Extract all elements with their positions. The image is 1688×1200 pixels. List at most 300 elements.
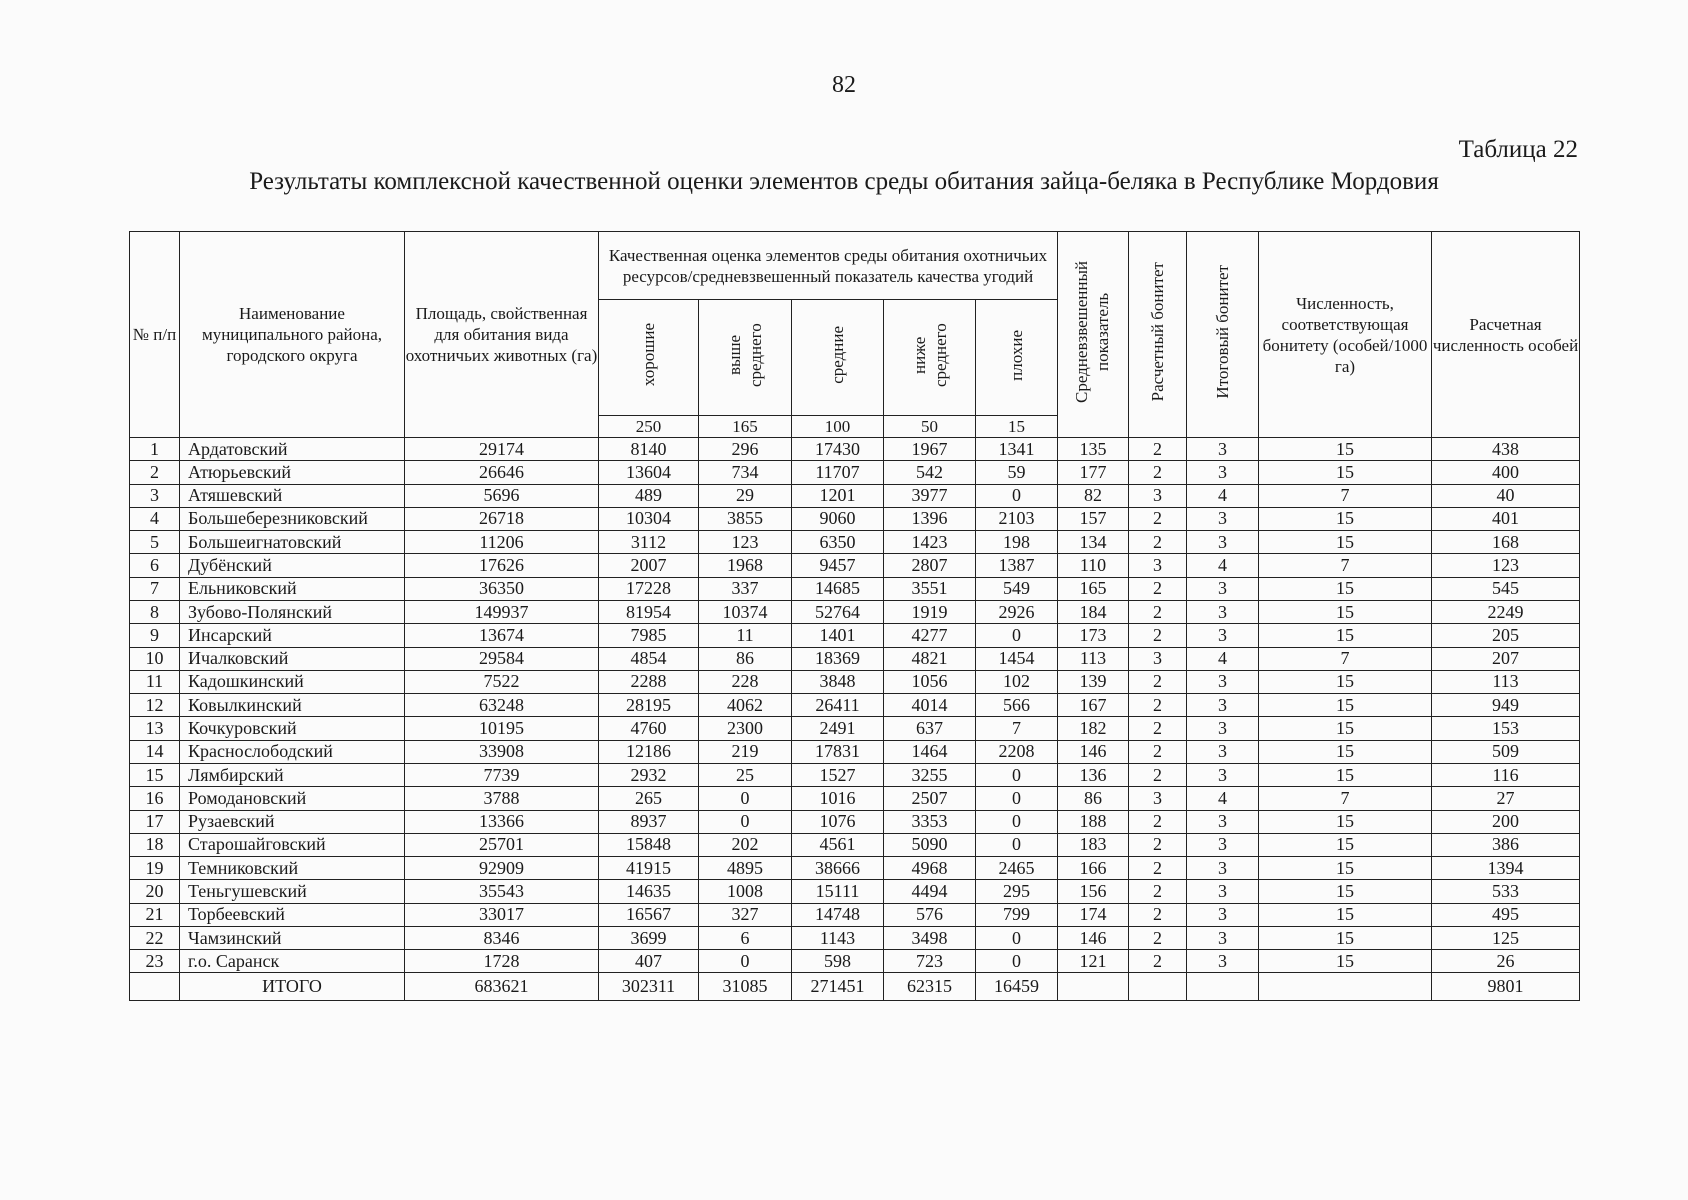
table-body [130, 438, 1580, 1001]
table-cell: 2807 [884, 554, 976, 577]
table-cell: 799 [976, 903, 1058, 926]
table-cell: 0 [976, 787, 1058, 810]
table-cell: 33017 [405, 903, 599, 926]
table-cell: 327 [699, 903, 792, 926]
table-row [130, 554, 1580, 577]
table-cell: 1728 [405, 950, 599, 973]
table-cell: Лямбирский [180, 763, 405, 786]
table-cell: 7985 [599, 624, 699, 647]
table-cell: 10304 [599, 507, 699, 530]
total-row [130, 973, 1580, 1001]
header-average: средние [792, 300, 884, 416]
table-cell: 1396 [884, 507, 976, 530]
total-cell: 9801 [1432, 973, 1580, 1001]
table-cell: 121 [1058, 950, 1129, 973]
header-district: Наименование муниципального района, городского округа [180, 232, 405, 438]
table-cell: 2288 [599, 670, 699, 693]
table-cell: 438 [1432, 438, 1580, 461]
table-cell: Теньгушевский [180, 880, 405, 903]
table-cell: 202 [699, 833, 792, 856]
table-cell: 3 [1129, 554, 1187, 577]
table-cell: 3 [1129, 787, 1187, 810]
table-cell: 10 [130, 647, 180, 670]
table-cell: 949 [1432, 694, 1580, 717]
table-cell: 2 [130, 461, 180, 484]
table-cell: 205 [1432, 624, 1580, 647]
table-cell: Старошайговский [180, 833, 405, 856]
table-row [130, 670, 1580, 693]
table-cell: 8140 [599, 438, 699, 461]
weight-average: 100 [792, 416, 884, 438]
weight-below-avg: 50 [884, 416, 976, 438]
table-cell: 4062 [699, 694, 792, 717]
table-cell: 15 [1259, 880, 1432, 903]
table-cell: 146 [1058, 740, 1129, 763]
table-cell: 2249 [1432, 600, 1580, 623]
table-cell: 400 [1432, 461, 1580, 484]
table-cell: 495 [1432, 903, 1580, 926]
habitat-assessment-table [129, 231, 1580, 1001]
table-cell: 3551 [884, 577, 976, 600]
table-cell: 3 [1187, 740, 1259, 763]
table-row [130, 926, 1580, 949]
table-row [130, 694, 1580, 717]
total-cell [1187, 973, 1259, 1001]
weight-good: 250 [599, 416, 699, 438]
table-cell: 7 [1259, 554, 1432, 577]
table-row [130, 787, 1580, 810]
table-cell: 20 [130, 880, 180, 903]
table-cell: 165 [1058, 577, 1129, 600]
table-cell: 25 [699, 763, 792, 786]
table-cell: 16 [130, 787, 180, 810]
table-cell: 2 [1129, 833, 1187, 856]
header-good: хорошие [599, 300, 699, 416]
table-cell: 146 [1058, 926, 1129, 949]
total-cell [1058, 973, 1129, 1001]
table-cell: 1464 [884, 740, 976, 763]
table-cell: 489 [599, 484, 699, 507]
table-cell: 14 [130, 740, 180, 763]
table-cell: 3 [1187, 507, 1259, 530]
table-cell: 0 [976, 926, 1058, 949]
table-cell: 2 [1129, 763, 1187, 786]
table-cell: 15 [1259, 577, 1432, 600]
table-cell: 11 [130, 670, 180, 693]
total-cell [1129, 973, 1187, 1001]
table-cell: 10374 [699, 600, 792, 623]
table-cell: 0 [699, 787, 792, 810]
table-cell: 13604 [599, 461, 699, 484]
table-cell: 41915 [599, 857, 699, 880]
table-row [130, 461, 1580, 484]
table-cell: 3 [1187, 763, 1259, 786]
table-row [130, 740, 1580, 763]
table-cell: 198 [976, 531, 1058, 554]
table-cell: 6350 [792, 531, 884, 554]
total-cell: 62315 [884, 973, 976, 1001]
table-row [130, 438, 1580, 461]
table-cell: 3 [130, 484, 180, 507]
table-cell: 1056 [884, 670, 976, 693]
table-cell: Ромодановский [180, 787, 405, 810]
table-cell: 11 [699, 624, 792, 647]
table-cell: 15 [1259, 438, 1432, 461]
table-cell: 2 [1129, 461, 1187, 484]
table-cell: Зубово-Полянский [180, 600, 405, 623]
table-cell: 63248 [405, 694, 599, 717]
table-cell: 2300 [699, 717, 792, 740]
table-cell: 15 [1259, 461, 1432, 484]
header-above-avg: выше среднего [699, 300, 792, 416]
table-cell: Инсарский [180, 624, 405, 647]
table-cell: 26 [1432, 950, 1580, 973]
table-cell: Атяшевский [180, 484, 405, 507]
table-cell: 4494 [884, 880, 976, 903]
table-cell: 18369 [792, 647, 884, 670]
table-cell: 2 [1129, 600, 1187, 623]
table-cell: 407 [599, 950, 699, 973]
weight-poor: 15 [976, 416, 1058, 438]
table-cell: 113 [1432, 670, 1580, 693]
header-calc-number: Расчетная численность особей [1432, 232, 1580, 438]
table-cell: 14748 [792, 903, 884, 926]
weight-above-avg: 165 [699, 416, 792, 438]
table-cell: 21 [130, 903, 180, 926]
table-cell: 59 [976, 461, 1058, 484]
table-cell: 2 [1129, 577, 1187, 600]
table-cell: Ичалковский [180, 647, 405, 670]
total-cell [130, 973, 180, 1001]
table-cell: 156 [1058, 880, 1129, 903]
table-cell: 3788 [405, 787, 599, 810]
header-below-avg: ниже среднего [884, 300, 976, 416]
table-cell: 1527 [792, 763, 884, 786]
table-cell: 4895 [699, 857, 792, 880]
table-cell: 2 [1129, 717, 1187, 740]
table-cell: 3112 [599, 531, 699, 554]
table-cell: 2932 [599, 763, 699, 786]
table-cell: 2 [1129, 670, 1187, 693]
table-cell: 337 [699, 577, 792, 600]
header-area: Площадь, свойственная для обитания вида охотничьих животных (га) [405, 232, 599, 438]
table-cell: 1423 [884, 531, 976, 554]
table-cell: 15 [1259, 810, 1432, 833]
table-cell: 22 [130, 926, 180, 949]
table-cell: 28195 [599, 694, 699, 717]
table-cell: 9 [130, 624, 180, 647]
table-cell: 27 [1432, 787, 1580, 810]
table-cell: 2 [1129, 531, 1187, 554]
table-cell: 2 [1129, 740, 1187, 763]
table-row [130, 531, 1580, 554]
table-cell: 29174 [405, 438, 599, 461]
table-cell: 15 [1259, 903, 1432, 926]
table-cell: Атюрьевский [180, 461, 405, 484]
table-cell: 15 [1259, 740, 1432, 763]
table-cell: 15 [1259, 531, 1432, 554]
table-cell: 10195 [405, 717, 599, 740]
table-cell: 123 [1432, 554, 1580, 577]
table-cell: 1143 [792, 926, 884, 949]
table-cell: 3 [1187, 461, 1259, 484]
table-cell: 2103 [976, 507, 1058, 530]
table-cell: 0 [976, 484, 1058, 507]
table-cell: 17626 [405, 554, 599, 577]
table-cell: 23 [130, 950, 180, 973]
table-cell: 116 [1432, 763, 1580, 786]
table-cell: г.о. Саранск [180, 950, 405, 973]
table-cell: 3 [1187, 810, 1259, 833]
table-cell: 4821 [884, 647, 976, 670]
total-cell: 31085 [699, 973, 792, 1001]
table-cell: 29 [699, 484, 792, 507]
table-cell: 17 [130, 810, 180, 833]
table-cell: 15 [1259, 763, 1432, 786]
table-cell: 2 [1129, 950, 1187, 973]
table-cell: 265 [599, 787, 699, 810]
table-cell: 139 [1058, 670, 1129, 693]
table-cell: Торбеевский [180, 903, 405, 926]
table-cell: 4277 [884, 624, 976, 647]
table-cell: 16567 [599, 903, 699, 926]
table-cell: 7 [1259, 787, 1432, 810]
table-cell: 5 [130, 531, 180, 554]
table-cell: 207 [1432, 647, 1580, 670]
table-cell: 11707 [792, 461, 884, 484]
table-cell: Кочкуровский [180, 717, 405, 740]
table-cell: 1201 [792, 484, 884, 507]
table-cell: 7 [1259, 484, 1432, 507]
table-cell: Темниковский [180, 857, 405, 880]
table-cell: Большеигнатовский [180, 531, 405, 554]
table-cell: 33908 [405, 740, 599, 763]
table-cell: 18 [130, 833, 180, 856]
table-cell: 0 [699, 810, 792, 833]
table-cell: 296 [699, 438, 792, 461]
table-cell: 5696 [405, 484, 599, 507]
table-cell: 4760 [599, 717, 699, 740]
table-cell: 5090 [884, 833, 976, 856]
table-cell: 1454 [976, 647, 1058, 670]
table-cell: 2507 [884, 787, 976, 810]
table-cell: 200 [1432, 810, 1580, 833]
table-cell: 6 [130, 554, 180, 577]
table-cell: 26718 [405, 507, 599, 530]
table-cell: 135 [1058, 438, 1129, 461]
table-cell: 637 [884, 717, 976, 740]
header-density: Численность, соответствующая бонитету (особей/1000 га) [1259, 232, 1432, 438]
table-cell: Краснослободский [180, 740, 405, 763]
table-cell: 386 [1432, 833, 1580, 856]
table-title: Результаты комплексной качественной оценки элементов среды обитания зайца-беляка в Республике Мордовия [249, 168, 1439, 195]
table-cell: 7739 [405, 763, 599, 786]
table-cell: 3 [1187, 600, 1259, 623]
table-cell: 35543 [405, 880, 599, 903]
table-cell: 509 [1432, 740, 1580, 763]
table-cell: 3255 [884, 763, 976, 786]
table-cell: 219 [699, 740, 792, 763]
table-cell: 153 [1432, 717, 1580, 740]
table-row [130, 950, 1580, 973]
table-row [130, 647, 1580, 670]
table-cell: 36350 [405, 577, 599, 600]
table-cell: 15 [1259, 926, 1432, 949]
table-cell: 86 [1058, 787, 1129, 810]
table-cell: 295 [976, 880, 1058, 903]
table-cell: 15 [1259, 600, 1432, 623]
header-final-bonitet: Итоговый бонитет [1187, 232, 1259, 438]
table-cell: 3 [1187, 950, 1259, 973]
table-cell: 86 [699, 647, 792, 670]
table-cell: 4561 [792, 833, 884, 856]
table-cell: 4014 [884, 694, 976, 717]
table-cell: 13366 [405, 810, 599, 833]
table-cell: 2 [1129, 438, 1187, 461]
table-cell: 110 [1058, 554, 1129, 577]
table-cell: 3 [1187, 880, 1259, 903]
table-cell: 545 [1432, 577, 1580, 600]
header-num: № п/п [130, 232, 180, 438]
table-cell: 188 [1058, 810, 1129, 833]
table-cell: 183 [1058, 833, 1129, 856]
table-cell: 15 [130, 763, 180, 786]
table-cell: 576 [884, 903, 976, 926]
table-cell: 7 [1259, 647, 1432, 670]
header-weighted: Средневзвешенный показатель [1058, 232, 1129, 438]
table-cell: 14685 [792, 577, 884, 600]
table-cell: 1076 [792, 810, 884, 833]
table-row [130, 763, 1580, 786]
table-cell: 3498 [884, 926, 976, 949]
table-cell: 7 [976, 717, 1058, 740]
table-row [130, 717, 1580, 740]
table-cell: 4 [1187, 787, 1259, 810]
table-cell: 723 [884, 950, 976, 973]
table-cell: Ардатовский [180, 438, 405, 461]
table-cell: 4968 [884, 857, 976, 880]
table-cell: 123 [699, 531, 792, 554]
table-cell: 2 [1129, 857, 1187, 880]
table-cell: 3 [1187, 438, 1259, 461]
table-cell: 15 [1259, 507, 1432, 530]
table-cell: 2 [1129, 810, 1187, 833]
table-cell: 566 [976, 694, 1058, 717]
table-cell: 2465 [976, 857, 1058, 880]
table-cell: 4 [1187, 484, 1259, 507]
table-cell: 3855 [699, 507, 792, 530]
table-cell: 167 [1058, 694, 1129, 717]
table-cell: 3 [1187, 577, 1259, 600]
table-row [130, 484, 1580, 507]
table-cell: Ельниковский [180, 577, 405, 600]
table-cell: 8346 [405, 926, 599, 949]
table-cell: 3699 [599, 926, 699, 949]
table-cell: 15 [1259, 624, 1432, 647]
table-cell: 3 [1187, 670, 1259, 693]
table-cell: 4 [130, 507, 180, 530]
table-cell: 2 [1129, 926, 1187, 949]
table-cell: 2926 [976, 600, 1058, 623]
table-cell: 1008 [699, 880, 792, 903]
table-cell: 15 [1259, 717, 1432, 740]
table-cell: 1968 [699, 554, 792, 577]
table-cell: 125 [1432, 926, 1580, 949]
table-cell: 15 [1259, 833, 1432, 856]
table-cell: 3 [1187, 857, 1259, 880]
header-quality-group: Качественная оценка элементов среды обитания охотничьих ресурсов/средневзвешенный показатель качества угодий [599, 232, 1058, 300]
table-cell: 4 [1187, 554, 1259, 577]
table-cell: 3 [1129, 484, 1187, 507]
table-cell: 0 [976, 763, 1058, 786]
table-cell: 0 [976, 950, 1058, 973]
table-cell: 13 [130, 717, 180, 740]
table-cell: 2491 [792, 717, 884, 740]
table-cell: 52764 [792, 600, 884, 623]
table-cell: 14635 [599, 880, 699, 903]
table-cell: 11206 [405, 531, 599, 554]
table-cell: 136 [1058, 763, 1129, 786]
table-cell: 1394 [1432, 857, 1580, 880]
table-row [130, 507, 1580, 530]
total-cell: 16459 [976, 973, 1058, 1001]
table-cell: 12186 [599, 740, 699, 763]
table-row [130, 880, 1580, 903]
table-cell: Кадошкинский [180, 670, 405, 693]
header-calc-bonitet: Расчетный бонитет [1129, 232, 1187, 438]
table-cell: 184 [1058, 600, 1129, 623]
table-cell: 2 [1129, 880, 1187, 903]
total-cell: ИТОГО [180, 973, 405, 1001]
table-cell: 38666 [792, 857, 884, 880]
table-cell: 15 [1259, 857, 1432, 880]
table-cell: 8937 [599, 810, 699, 833]
table-cell: 228 [699, 670, 792, 693]
table-cell: 4854 [599, 647, 699, 670]
table-cell: 1387 [976, 554, 1058, 577]
table-row [130, 903, 1580, 926]
table-cell: 29584 [405, 647, 599, 670]
table-cell: 2 [1129, 694, 1187, 717]
table-cell: 25701 [405, 833, 599, 856]
table-cell: 3 [1187, 903, 1259, 926]
table-cell: 2 [1129, 507, 1187, 530]
header-poor: плохие [976, 300, 1058, 416]
table-cell: 26646 [405, 461, 599, 484]
table-cell: 149937 [405, 600, 599, 623]
table-cell: 177 [1058, 461, 1129, 484]
total-cell: 302311 [599, 973, 699, 1001]
table-row [130, 624, 1580, 647]
table-cell: 3 [1187, 833, 1259, 856]
table-cell: Дубёнский [180, 554, 405, 577]
table-cell: 113 [1058, 647, 1129, 670]
table-cell: 2007 [599, 554, 699, 577]
table-cell: 1016 [792, 787, 884, 810]
table-cell: 3977 [884, 484, 976, 507]
table-cell: 168 [1432, 531, 1580, 554]
table-row [130, 810, 1580, 833]
table-cell: 15 [1259, 950, 1432, 973]
table-cell: 549 [976, 577, 1058, 600]
total-cell: 683621 [405, 973, 599, 1001]
table-cell: 2 [1129, 903, 1187, 926]
table-cell: Ковылкинский [180, 694, 405, 717]
table-cell: 0 [976, 624, 1058, 647]
table-cell: 3 [1187, 531, 1259, 554]
table-cell: 1401 [792, 624, 884, 647]
table-cell: 12 [130, 694, 180, 717]
